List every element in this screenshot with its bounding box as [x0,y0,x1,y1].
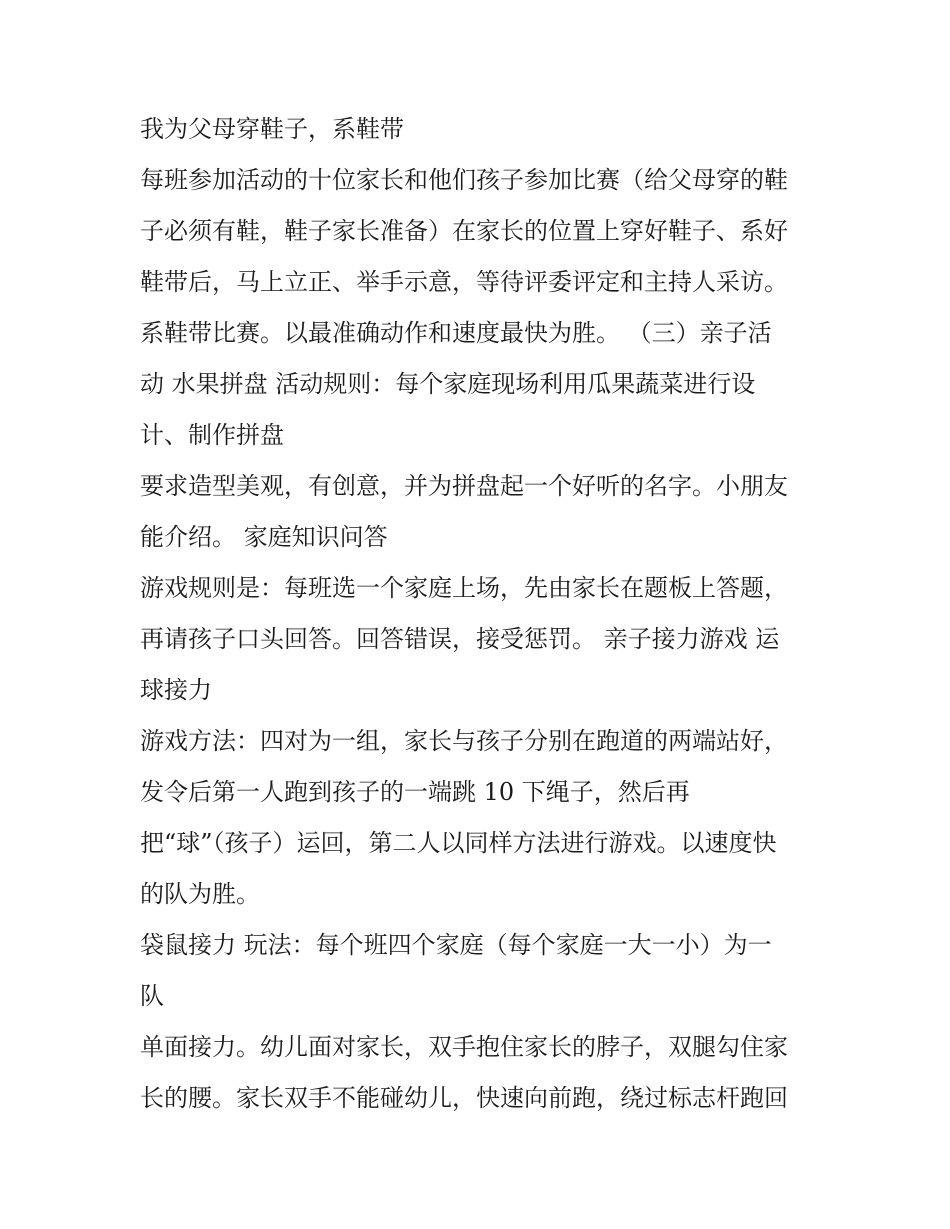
document-body [140,104,830,1124]
text-line: 系鞋带比赛。以最准确动作和速度最快为胜。 （三）亲子活 [140,319,772,347]
text-line: 子必须有鞋，鞋子家长准备）在家长的位置上穿好鞋子、系好 [140,217,788,245]
text-line: 球接力 [140,676,212,704]
text-line: 我为父母穿鞋子，系鞋带 [140,115,404,143]
text-line: 袋鼠接力 玩法：每个班四个家庭（每个家庭一大一小）为一 [140,931,772,959]
text-line: 再请孩子口头回答。回答错误，接受惩罚。 亲子接力游戏 运 [140,625,780,653]
text-line: 能介绍。 家庭知识问答 [140,523,388,551]
text-line: 队 [140,982,164,1010]
text-line: 动 水果拼盘 活动规则：每个家庭现场利用瓜果蔬菜进行设 [140,370,756,398]
text-line: 每班参加活动的十位家长和他们孩子参加比赛（给父母穿的鞋 [140,166,788,194]
text-line: 游戏规则是：每班选一个家庭上场，先由家长在题板上答题， [140,574,788,602]
text-line: 长的腰。家长双手不能碰幼儿，快速向前跑，绕过标志杆跑回 [140,1084,788,1112]
text-line: 游戏方法：四对为一组，家长与孩子分别在跑道的两端站好， [140,727,788,755]
text-line: 鞋带后，马上立正、举手示意，等待评委评定和主持人采访。 [140,268,788,296]
text-line: 要求造型美观，有创意，并为拼盘起一个好听的名字。小朋友 [140,472,788,500]
text-line: 计、制作拼盘 [140,421,284,449]
text-line: 把“球”（孩子）运回，第二人以同样方法进行游戏。以速度快 [140,829,777,857]
text-line: 的队为胜。 [140,880,260,908]
text-line: 发令后第一人跑到孩子的一端跳 10 下绳子，然后再 [140,778,690,806]
text-line: 单面接力。幼儿面对家长，双手抱住家长的脖子，双腿勾住家 [140,1033,788,1061]
